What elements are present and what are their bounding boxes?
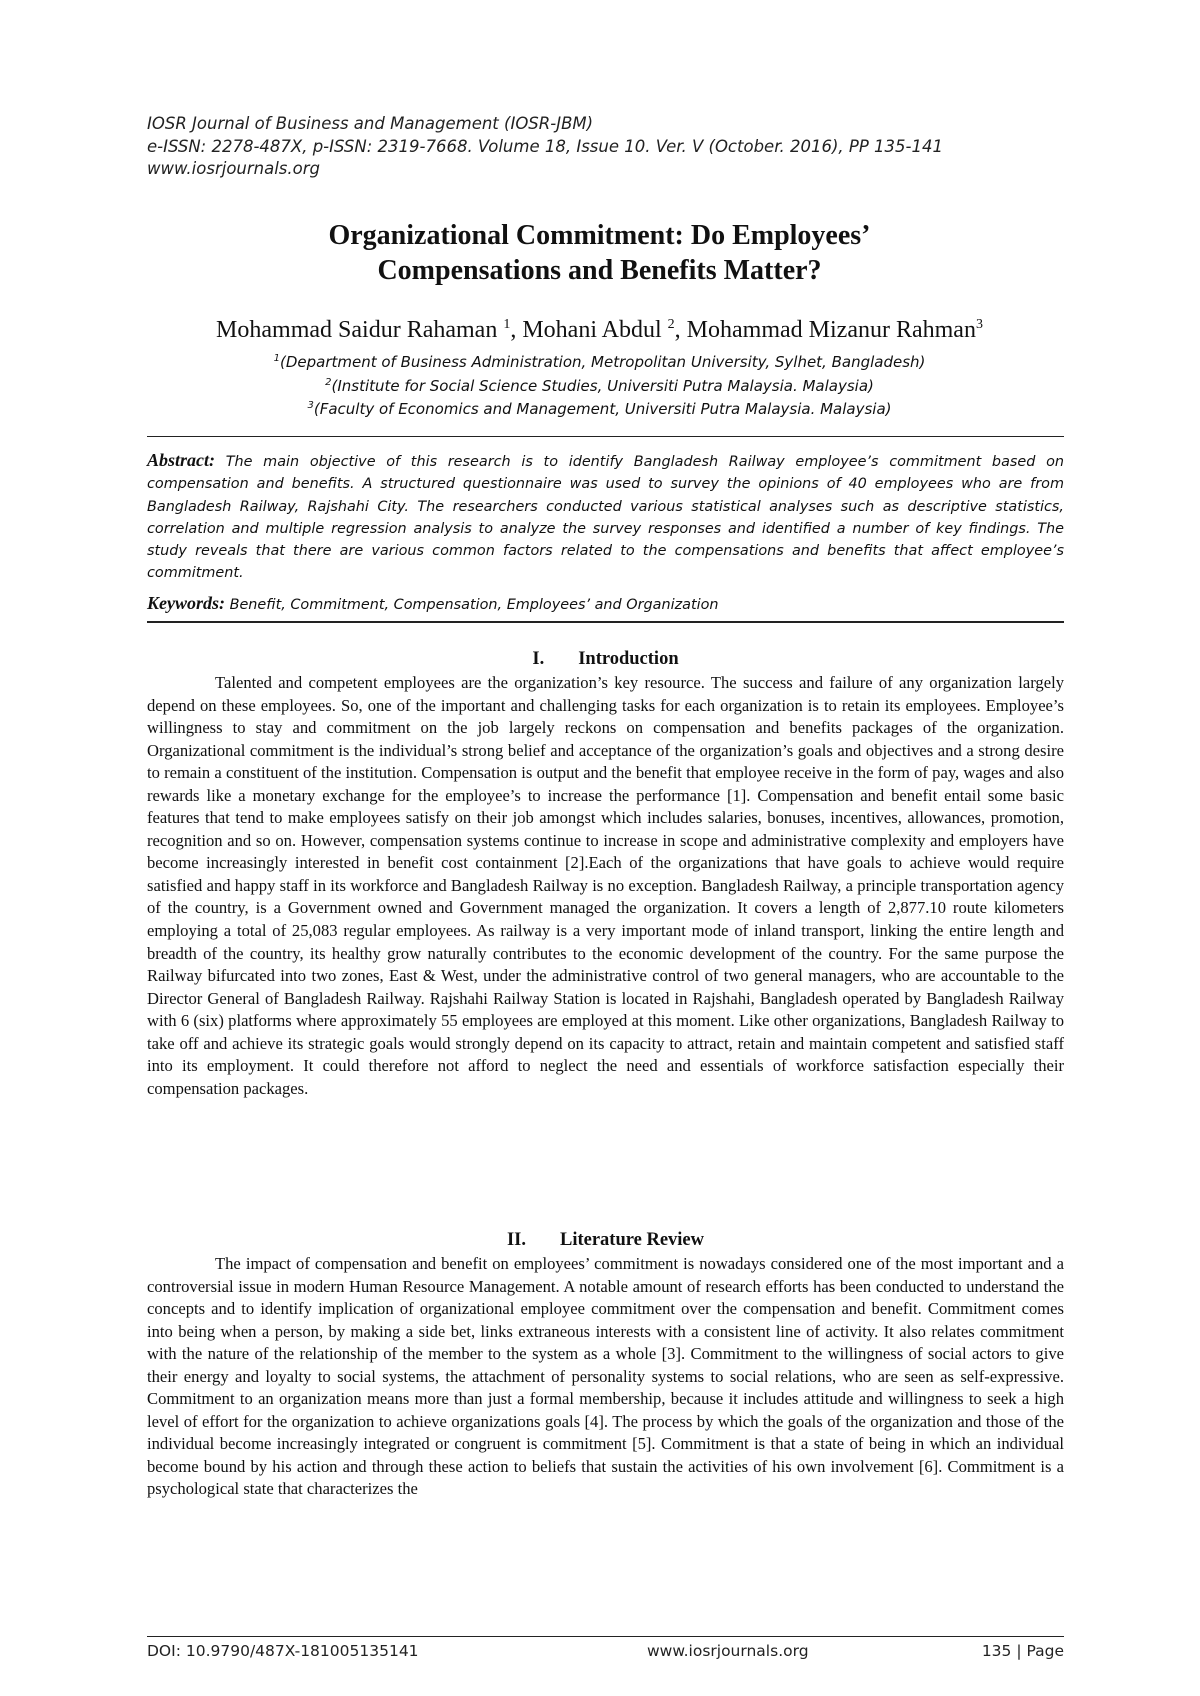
author-name: Mohani Abdul (522, 317, 662, 343)
affiliation (147, 398, 1052, 422)
keywords (147, 592, 1064, 616)
affiliation-list (147, 351, 1052, 422)
title-line-2: Compensations and Benefits Matter? (377, 255, 822, 286)
paper-title (147, 218, 1052, 288)
section-heading-introduction (147, 647, 1064, 671)
keywords-text: Benefit, Commitment, Compensation, Employees’ and Organization (229, 597, 719, 613)
footer-website[interactable]: www.iosrjournals.org (647, 1642, 809, 1660)
affiliation-sup: 1 (273, 353, 280, 364)
affiliation-text: (Institute for Social Science Studies, Universiti Putra Malaysia. Malaysia) (331, 376, 874, 395)
author-affil-sup: 3 (975, 317, 983, 332)
page-footer (147, 1636, 1064, 1667)
abstract-text: The main objective of this research is to identify Bangladesh Railway employee’s commitment based on compensation and benefits. A structured questionnaire was used to survey the opinions of 40 employees who are from Bangladesh Railway, Rajshahi City. The researchers conducted various statistical analyses such as descriptive statistics, correlation and multiple regression analysis to analyze the survey responses and identified a number of key findings. The study reveals that there are various common factors related to the compensations and benefits that affect employee’s commitment. (147, 454, 1064, 582)
affiliation-sup: 3 (307, 400, 314, 411)
keywords-label: Keywords: (147, 593, 225, 613)
journal-website[interactable]: www.iosrjournals.org (147, 159, 321, 178)
section-title: Introduction (578, 649, 679, 669)
footer-doi: DOI: 10.9790/487X-181005135141 (147, 1642, 419, 1660)
author-name: Mohammad Saidur Rahaman (216, 317, 498, 343)
author-affil-sup: 2 (667, 317, 675, 332)
affiliation-sup: 2 (325, 376, 332, 388)
author-name: Mohammad Mizanur Rahman (686, 317, 976, 343)
author-list: Mohammad Saidur Rahaman $^1$, Mohani Abdul $^2$, Mohammad Mizanur Rahman$^3$ (216, 317, 983, 343)
abstract-label: Abstract: (147, 450, 216, 470)
author-affil-sup: 1 (503, 317, 511, 332)
journal-header (147, 113, 1067, 181)
section-title: Literature Review (560, 1230, 705, 1250)
affiliation (147, 351, 1052, 375)
section-heading-literature-review (147, 1228, 1064, 1252)
abstract (147, 449, 1064, 585)
section-number: I. (532, 649, 545, 669)
affiliation (147, 375, 1052, 399)
title-line-1: Organizational Commitment: Do Employees’ (328, 220, 871, 251)
section-number: II. (506, 1230, 526, 1250)
footer-page-number: 135 | Page (981, 1642, 1064, 1660)
abstract-block (147, 436, 1064, 623)
journal-name: IOSR Journal of Business and Management (IOSR-JBM) (147, 114, 594, 133)
introduction-body: Talented and competent employees are the organization’s key resource. The success and failure of any organization largely depend on these employees. So, one of the important and challenging tasks for each organization is to retain its employees. Employee’s willingness to stay and commitment on the job largely reckons on compensation and benefits packages of the organization. Organizational commitment is the individual’s strong belief and acceptance of the organization’s goals and objectives and a strong desire to remain a constituent of the institution. Compensation is output and the benefit that employee receive in the form of pay, wages and also rewards like a monetary exchange for the employee’s to increase the performance [1]. Compensation and benefit entail some basic features that tend to make employees satisfy on their job amongst which includes salaries, bonuses, incentives, allowances, promotion, recognition and so on. However, compensation systems continue to increase in scope and administrative complexity and employers have become increasingly interested in benefit cost containment [2].Each of the organizations that have goals to achieve would require satisfied and happy staff in its workforce and Bangladesh Railway is no exception. Bangladesh Railway, a principle transportation agency of the country, is a Government owned and Government managed the organization. It covers a length of 2,877.10 route kilometers employing a total of 25,083 regular employees. As railway is a very important mode of inland transport, linking the entire length and breadth of the country, its healthy grow naturally contributes to the economic development of the country. For the same purpose the Railway bifurcated into two zones, East & West, under the administrative control of two general managers, who are accountable to the Director General of Bangladesh Railway. Rajshahi Railway Station is located in Rajshahi, Bangladesh operated by Bangladesh Railway with 6 (six) platforms where approximately 55 employees are employed at this moment. Like other organizations, Bangladesh Railway to take off and achieve its strategic goals would strongly depend on its capacity to attract, retain and maintain competent and satisfied staff into its employment. It could therefore not afford to neglect the need and essentials of workforce satisfaction especially their compensation packages. (147, 673, 1064, 1098)
affiliation-text: (Faculty of Economics and Management, Universiti Putra Malaysia. Malaysia) (313, 400, 892, 418)
journal-issn: e-ISSN: 2278-487X, p-ISSN: 2319-7668. Volume 18, Issue 10. Ver. V (October. 2016), PP 135-141 (147, 136, 943, 156)
literature-review-body: The impact of compensation and benefit on employees’ commitment is nowadays considered one of the most important and a controversial issue in modern Human Resource Management. A notable amount of research efforts has been conducted to understand the concepts and to identify implication of organizational employee commitment over the compensation and benefit. Commitment comes into being when a person, by making a side bet, links extraneous interests with a consistent line of activity. It also relates commitment with the nature of the relationship of the member to the system as a whole [3]. Commitment to the willingness of social actors to give their energy and loyalty to social systems, the attachment of personality systems to social relations, who are seen as self-expressive. Commitment to an organization means more than just a formal membership, because it includes attitude and willingness to seek a high level of effort for the organization to achieve organizations goals [4]. The process by which the goals of the organization and those of the individual become increasingly integrated or congruent is commitment [5]. Commitment is that a state of being in which an individual become bound by his action and through these action to beliefs that sustain the activities of his own involvement [6]. Commitment is a psychological state that characterizes the (147, 1254, 1064, 1499)
affiliation-text: (Department of Business Administration, Metropolitan University, Sylhet, Bangladesh) (279, 353, 926, 371)
